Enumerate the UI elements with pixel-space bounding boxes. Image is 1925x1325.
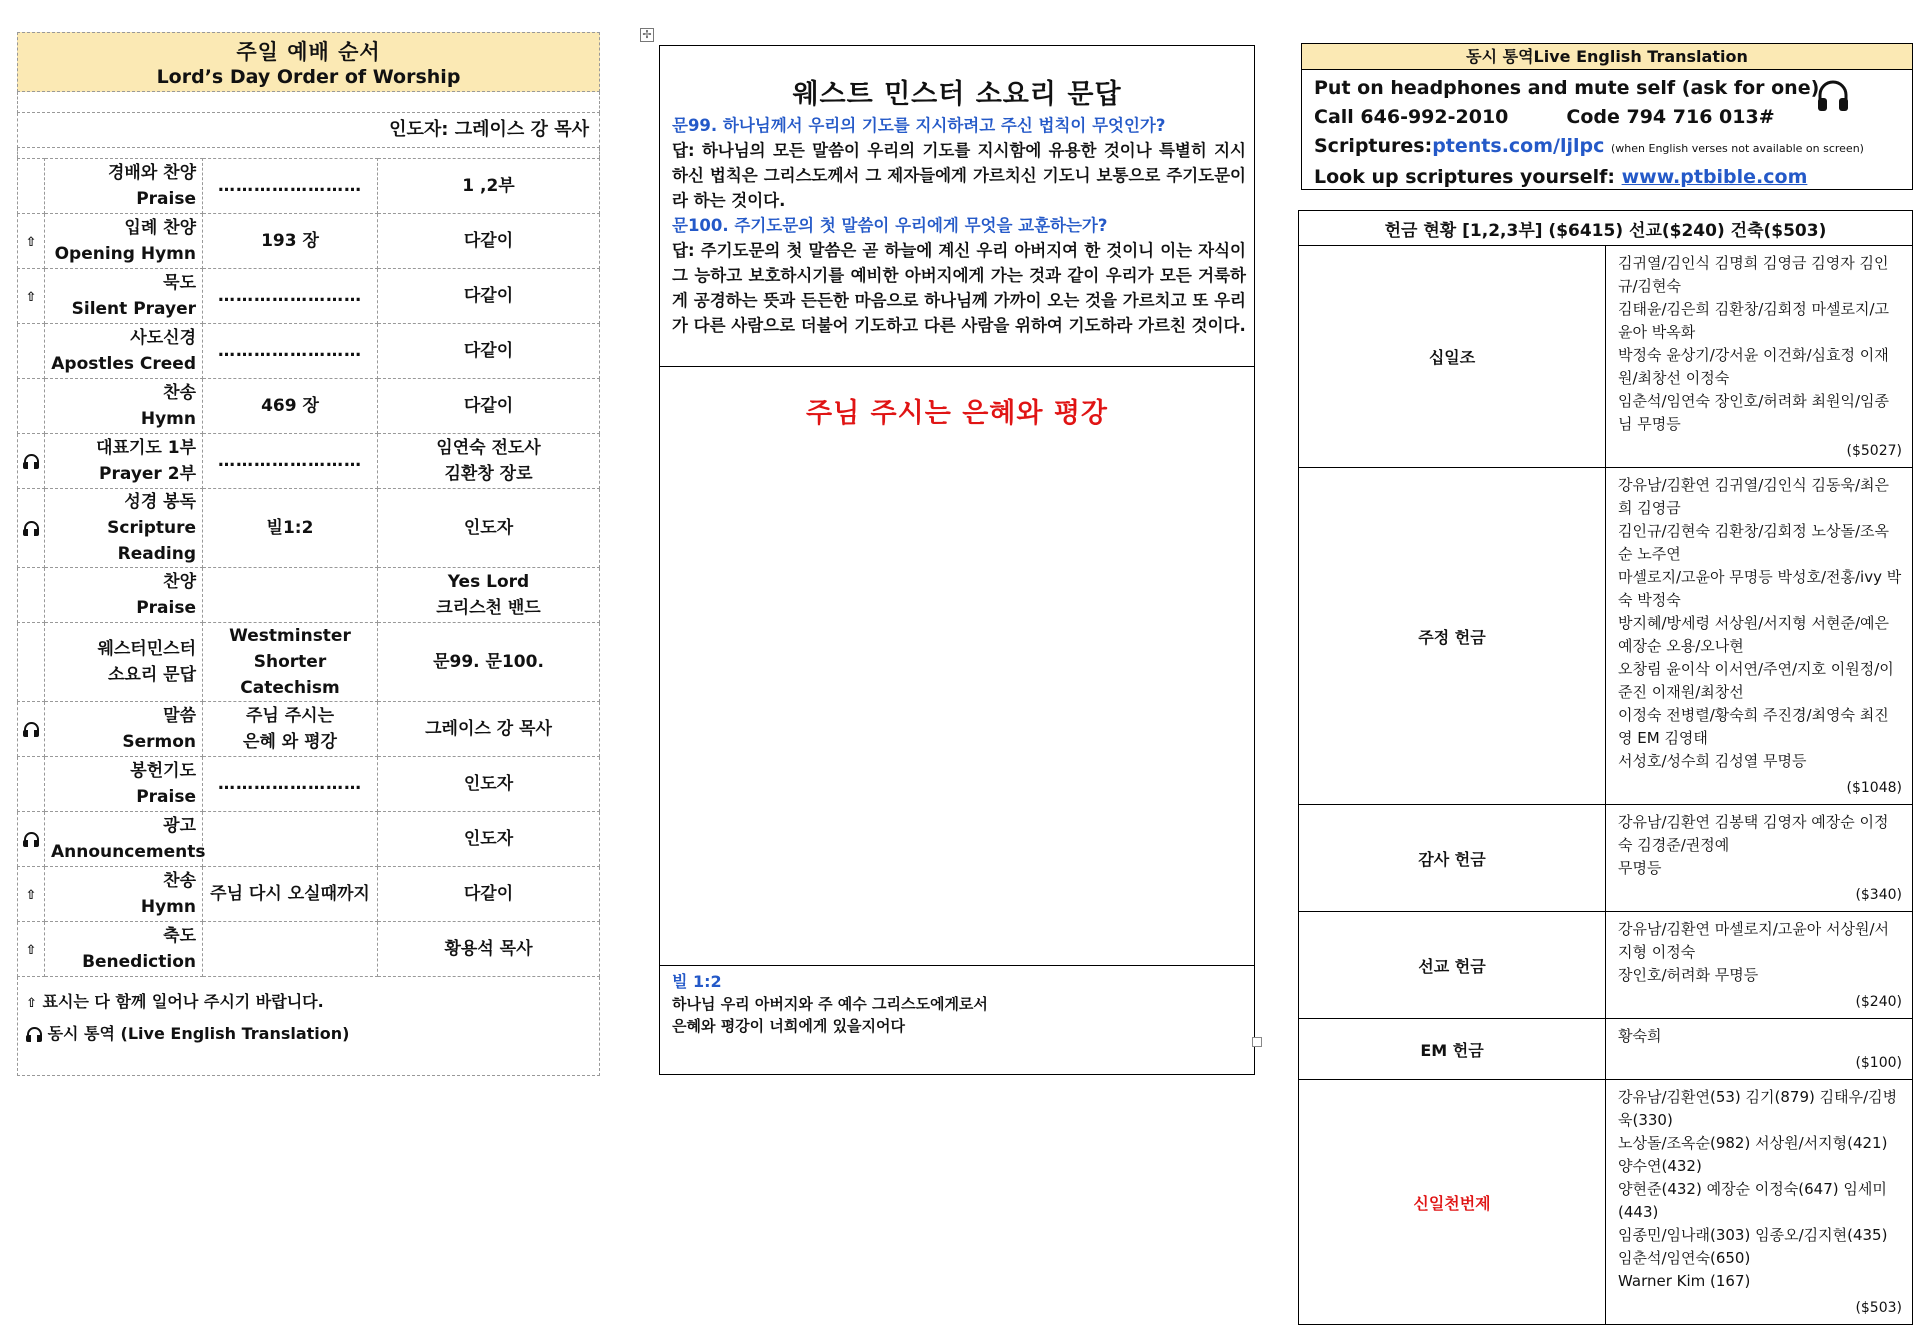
detail-line-2: Shorter Catechism	[240, 652, 340, 698]
item-name-en: Praise	[136, 787, 196, 807]
resize-handle[interactable]	[1252, 1037, 1262, 1047]
scripture-verse	[672, 971, 988, 1037]
row-leader	[378, 324, 600, 379]
donor-line: 강유남/김환연 김봉택 김영자 예장순 이정숙 김경준/권정예	[1618, 813, 1889, 854]
row-item	[45, 702, 203, 757]
order-of-worship	[17, 32, 600, 1076]
offering-category: 주정 헌금	[1299, 468, 1606, 805]
offering-row	[1299, 468, 1913, 805]
offering-donors	[1606, 468, 1913, 805]
divider	[660, 366, 1254, 367]
lookup-link[interactable]: www.ptbible.com	[1621, 166, 1808, 188]
row-leader	[378, 379, 600, 434]
row-leader	[378, 702, 600, 757]
worship-row	[18, 922, 600, 977]
row-detail	[203, 214, 378, 269]
row-item	[45, 867, 203, 922]
offering-row	[1299, 1019, 1913, 1080]
item-name-ko: 찬양	[163, 572, 196, 592]
stand-up-icon: ⇧	[25, 888, 37, 903]
translation-instructions: Put on headphones and mute self (ask for one)	[1314, 77, 1820, 99]
stand-up-icon: ⇧	[25, 235, 37, 250]
offering-header: 헌금 현황 [1,2,3부] ($6415) 선교($240) 건축($503)	[1299, 211, 1913, 246]
row-detail	[203, 623, 378, 702]
item-name-en: Opening Hymn	[54, 244, 196, 264]
donor-line: 무명등	[1618, 859, 1662, 877]
worship-row	[18, 702, 600, 757]
row-icon-cell	[18, 214, 45, 269]
donor-line: 방지혜/방세령 서상원/서지형 서현준/예은 예장순 오용/오나현	[1618, 614, 1890, 655]
detail-line-1: ……………………	[218, 286, 362, 306]
item-name-ko: 대표기도 1부	[96, 438, 196, 458]
detail-line-1: 193 장	[261, 231, 319, 251]
item-name-en: Announcements	[51, 842, 206, 862]
worship-row	[18, 269, 600, 324]
row-icon-cell	[18, 434, 45, 489]
row-detail	[203, 379, 378, 434]
row-icon-cell	[18, 489, 45, 568]
call-code: Code 794 716 013#	[1566, 106, 1775, 128]
detail-line-1: 주님 다시 오실때까지	[210, 884, 370, 904]
row-item	[45, 214, 203, 269]
row-leader	[378, 269, 600, 324]
footer-translation-note	[26, 1019, 591, 1049]
footer-stand-note	[26, 987, 591, 1019]
offering-category: 십일조	[1299, 246, 1606, 468]
donor-line: 박정숙 윤상기/강서윤 이건화/심효정 이재원/최창선 이정숙	[1618, 346, 1889, 387]
catechism-body	[660, 113, 1254, 338]
row-item	[45, 623, 203, 702]
sermon-title[interactable]: 주님 주시는 은혜와 평강	[805, 398, 1109, 429]
worship-row	[18, 214, 600, 269]
worship-title-en: Lord’s Day Order of Worship	[156, 66, 461, 88]
row-detail	[203, 757, 378, 812]
leader-line-1: 다같이	[463, 884, 514, 904]
row-leader	[378, 623, 600, 702]
scriptures-label: Scriptures:	[1314, 135, 1433, 157]
item-name-en: Praise	[136, 189, 196, 209]
stand-up-icon: ⇧	[25, 290, 37, 305]
offering-category: 신일천번제	[1299, 1080, 1606, 1325]
leader-line-1: 문99. 문100.	[433, 652, 544, 672]
offering-category: EM 헌금	[1299, 1019, 1606, 1080]
worship-row	[18, 867, 600, 922]
spacer	[17, 92, 600, 113]
row-icon-cell	[18, 812, 45, 867]
item-name-ko: 입례 찬양	[124, 218, 196, 238]
detail-line-1: 469 장	[261, 396, 319, 416]
row-detail	[203, 489, 378, 568]
leader-line-1: 그레이스 강 목사	[425, 719, 552, 739]
row-leader	[378, 922, 600, 977]
row-icon-cell	[18, 379, 45, 434]
row-icon-cell	[18, 269, 45, 324]
stand-up-icon: ⇧	[25, 943, 37, 958]
item-name-ko: 말씀	[163, 706, 196, 726]
item-name-en: Benediction	[82, 952, 196, 972]
row-icon-cell	[18, 757, 45, 812]
worship-row	[18, 623, 600, 702]
leader-line-1: 다같이	[463, 231, 514, 251]
offering-row	[1299, 246, 1913, 468]
leader-line-1: Yes Lord	[447, 572, 530, 592]
verse-reference: 빌 1:2	[672, 972, 722, 991]
donor-line: 양현준(432) 예장순 이정숙(647) 임세미(443)	[1618, 1180, 1887, 1221]
offering-row	[1299, 912, 1913, 1019]
item-name-ko: 봉헌기도	[130, 761, 196, 781]
row-leader	[378, 434, 600, 489]
spacer	[17, 148, 600, 158]
donor-line: 강유남/김환연 김귀열/김인식 김동욱/최은희 김영금	[1618, 476, 1890, 517]
worship-row	[18, 568, 600, 623]
detail-line-1: ……………………	[218, 341, 362, 361]
headphones-icon	[1815, 78, 1851, 114]
row-leader	[378, 489, 600, 568]
detail-line-1: ……………………	[218, 451, 362, 471]
translation-box	[1301, 43, 1913, 190]
row-detail	[203, 867, 378, 922]
detail-line-1: Westminster	[229, 626, 351, 646]
item-name-ko: 사도신경	[130, 328, 196, 348]
detail-line-2: 은혜 와 평강	[243, 732, 337, 752]
leader-line-1: 황용석 목사	[444, 939, 533, 959]
offering-amount: ($503)	[1855, 1300, 1902, 1316]
leader-line-1: 다같이	[463, 396, 514, 416]
headphones-icon	[23, 721, 39, 738]
donor-line: 임춘석/임연숙 장인호/허려화 최원익/임종님 무명등	[1618, 392, 1890, 433]
item-name-en: Hymn	[140, 897, 196, 917]
item-name-en: Sermon	[122, 732, 196, 752]
row-item	[45, 757, 203, 812]
translation-call	[1314, 103, 1900, 132]
worship-row	[18, 324, 600, 379]
leader-line-1: 인도자	[463, 829, 514, 849]
row-icon-cell	[18, 702, 45, 757]
leader-line-1: 인도자	[463, 774, 514, 794]
detail-line-1: ……………………	[218, 774, 362, 794]
item-name-ko: 경배와 찬양	[107, 163, 196, 183]
row-item	[45, 922, 203, 977]
worship-footer	[17, 977, 600, 1076]
worship-row	[18, 434, 600, 489]
item-name-en: Apostles Creed	[51, 354, 196, 374]
headphones-icon	[23, 520, 39, 537]
row-item	[45, 379, 203, 434]
leader-line-1: 다같이	[463, 341, 514, 361]
row-icon-cell	[18, 922, 45, 977]
worship-row	[18, 812, 600, 867]
donor-line: 강유남/김환연 마셀로지/고윤아 서상원/서지형 이정숙	[1618, 920, 1890, 961]
divider	[660, 965, 1254, 966]
offering-amount: ($340)	[1855, 887, 1902, 903]
row-leader	[378, 812, 600, 867]
donor-line: 노상돌/조옥순(982) 서상원/서지형(421) 양수연(432)	[1618, 1134, 1888, 1175]
question-99: 문99. 하나님께서 우리의 기도를 지시하려고 주신 법칙이 무엇인가?	[672, 116, 1166, 135]
row-icon-cell	[18, 324, 45, 379]
row-detail	[203, 324, 378, 379]
donor-line: 황숙희	[1618, 1027, 1662, 1045]
row-detail	[203, 922, 378, 977]
row-item	[45, 324, 203, 379]
donor-line: 장인호/허려화 무명등	[1618, 966, 1759, 984]
footer-translation-text: 동시 통역 (Live English Translation)	[47, 1024, 350, 1043]
leader-line-1: 다같이	[463, 286, 514, 306]
row-icon-cell	[18, 568, 45, 623]
answer-99: 답: 하나님의 모든 말씀이 우리의 기도를 지시함에 유용한 것이나 특별히 지시하신 법칙은 그리스도께서 그 제자들에게 가르치신 기도니 보통으로 주기도문이라 하는 것이다.	[672, 141, 1246, 210]
scriptures-note: (when English verses not available on screen)	[1611, 142, 1864, 155]
leader-line-1: 인도자	[463, 518, 514, 538]
offering-table	[1298, 210, 1913, 1325]
lookup-line	[1314, 163, 1900, 192]
item-name-ko: 축도	[163, 926, 196, 946]
headphones-icon	[23, 453, 39, 470]
translation-header: 동시 통역Live English Translation	[1302, 44, 1912, 70]
offering-donors	[1606, 1019, 1913, 1080]
item-name-ko: 성경 봉독	[124, 492, 196, 512]
row-detail	[203, 269, 378, 324]
offering-donors	[1606, 1080, 1913, 1325]
catechism-title: 웨스트 민스터 소요리 문답	[792, 79, 1122, 110]
offering-category: 감사 헌금	[1299, 805, 1606, 912]
offering-donors	[1606, 246, 1913, 468]
detail-line-1: ……………………	[218, 176, 362, 196]
item-name-en: Hymn	[140, 409, 196, 429]
item-name-en: Praise	[136, 598, 196, 618]
donor-line: Warner Kim (167)	[1618, 1272, 1751, 1290]
row-leader	[378, 568, 600, 623]
row-item	[45, 568, 203, 623]
donor-line: 김귀열/김인식 김명희 김영금 김영자 김인규/김현숙	[1618, 254, 1889, 295]
item-name-ko: 웨스터민스터	[97, 639, 196, 659]
row-item	[45, 489, 203, 568]
headphones-icon	[26, 1026, 42, 1043]
leader-line-2: 크리스천 밴드	[436, 598, 541, 618]
verse-line-1: 하나님 우리 아버지와 주 예수 그리스도에게로서	[672, 995, 988, 1013]
item-name-en: Silent Prayer	[71, 299, 196, 319]
item-name-ko: 찬송	[163, 383, 196, 403]
detail-line-1: 빌1:2	[266, 518, 314, 538]
item-name-en: Prayer 2부	[99, 464, 196, 484]
worship-title-ko: 주일 예배 순서	[236, 40, 381, 64]
row-leader	[378, 757, 600, 812]
row-item	[45, 434, 203, 489]
donor-line: 김태윤/김은희 김환창/김회정 마셀로지/고윤아 박옥화	[1618, 300, 1890, 341]
row-leader	[378, 214, 600, 269]
worship-row	[18, 159, 600, 214]
donor-line: 강유남/김환연(53) 김기(879) 김태우/김병욱(330)	[1618, 1088, 1898, 1129]
lookup-label: Look up scriptures yourself:	[1314, 166, 1615, 188]
item-name-en: 소요리 문답	[107, 665, 196, 685]
question-100: 문100. 주기도문의 첫 말씀이 우리에게 무엇을 교훈하는가?	[672, 216, 1108, 235]
answer-100: 답: 주기도문의 첫 말씀은 곧 하늘에 계신 우리 아버지여 한 것이니 이는 자식이 그 능하고 보호하시기를 예비한 아버지에게 가는 것과 같이 우리가 모든 거룩하게 공경하는 뜻과 든든한 마음으로 하나님께 가까이 오는 것을 가르치고 또 우리가 다른 사람으로 더불어 기도하고 다른 사람을 위하여 기도하라 가르친 것이다.	[672, 241, 1246, 335]
detail-line-1: 주님 주시는	[245, 706, 335, 726]
leader-line-1: 임연숙 전도사	[436, 438, 541, 458]
row-icon-cell	[18, 623, 45, 702]
worship-title	[17, 32, 600, 92]
worship-row	[18, 489, 600, 568]
donor-line: 이정숙 전병렬/황숙희 주진경/최영숙 최진영 EM 김영태	[1618, 706, 1889, 747]
catechism-box	[659, 45, 1255, 1075]
row-detail	[203, 702, 378, 757]
offering-row	[1299, 1080, 1913, 1325]
headphones-icon	[23, 831, 39, 848]
row-item	[45, 812, 206, 867]
row-icon-cell	[18, 867, 45, 922]
scriptures-link[interactable]: ptents.com/ljlpc	[1432, 135, 1605, 157]
offering-report	[1298, 210, 1913, 1325]
scriptures-line	[1314, 132, 1900, 163]
offering-category: 선교 헌금	[1299, 912, 1606, 1019]
row-leader	[378, 867, 600, 922]
leader-line-2: 김환창 장로	[444, 464, 533, 484]
leader-line-1: 1 ,2부	[462, 176, 515, 196]
offering-amount: ($1048)	[1846, 780, 1902, 796]
table-move-handle[interactable]: ✢	[640, 28, 654, 42]
donor-line: 김인규/김현숙 김환창/김회정 노상돌/조옥순 노주연	[1618, 522, 1890, 563]
row-item	[45, 159, 203, 214]
footer-stand-text: 표시는 다 함께 일어나 주시기 바랍니다.	[42, 992, 324, 1011]
stand-up-icon: ⇧	[26, 996, 37, 1011]
row-leader	[378, 159, 600, 214]
offering-amount: ($240)	[1855, 994, 1902, 1010]
worship-row	[18, 379, 600, 434]
call-number: Call 646-992-2010	[1314, 106, 1509, 128]
offering-donors	[1606, 805, 1913, 912]
row-icon-cell	[18, 159, 45, 214]
offering-row	[1299, 805, 1913, 912]
row-detail	[203, 568, 378, 623]
offering-donors	[1606, 912, 1913, 1019]
offering-amount: ($5027)	[1846, 443, 1902, 459]
item-name-ko: 찬송	[163, 871, 196, 891]
worship-row	[18, 757, 600, 812]
row-item	[45, 269, 203, 324]
donor-line: 임종민/임나래(303) 임종오/김지현(435) 임춘석/임연숙(650)	[1618, 1226, 1888, 1267]
worship-table	[17, 158, 600, 977]
verse-line-2: 은혜와 평강이 너희에게 있을지어다	[672, 1017, 906, 1035]
donor-line: 마셀로지/고윤아 무명등 박성호/전홍/ivy 박숙 박정숙	[1618, 568, 1902, 609]
donor-line: 오창림 윤이삭 이서연/주연/지호 이원정/이준진 이재원/최창선	[1618, 660, 1894, 701]
row-detail	[203, 434, 378, 489]
donor-line: 서성호/성수희 김성열 무명등	[1618, 752, 1807, 770]
offering-amount: ($100)	[1855, 1055, 1902, 1071]
item-name-ko: 광고	[163, 816, 196, 836]
worship-leader: 인도자: 그레이스 강 목사	[17, 113, 600, 148]
row-detail	[203, 812, 378, 867]
item-name-ko: 묵도	[163, 273, 196, 293]
row-detail	[203, 159, 378, 214]
item-name-en: Scripture Reading	[107, 518, 196, 564]
